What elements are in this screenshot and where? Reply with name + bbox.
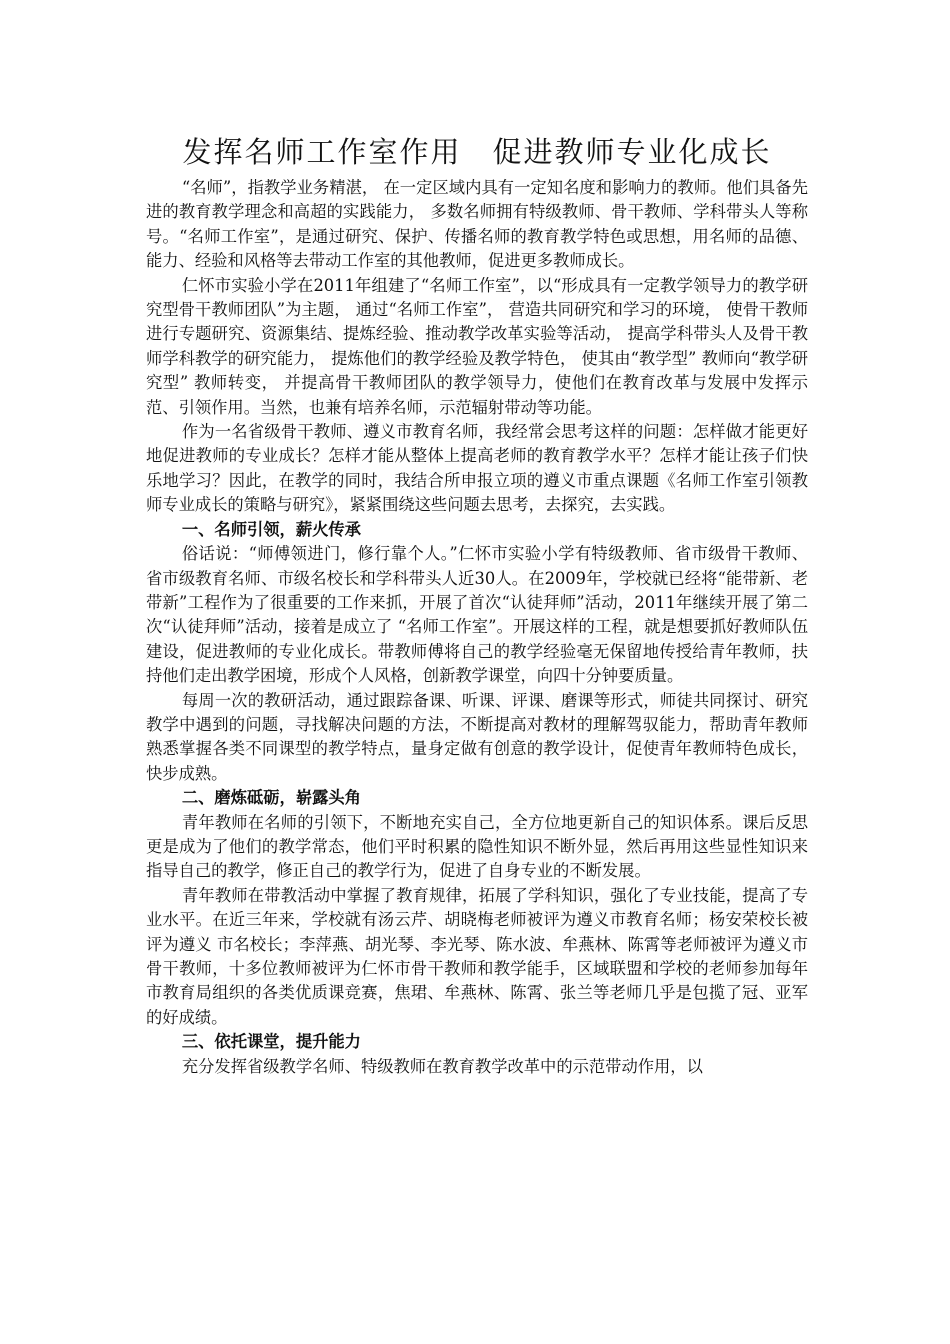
document-title: 发挥名师工作室作用 促进教师专业化成长: [182, 135, 772, 169]
paragraph-intro-1: “名师”，指教学业务精湛， 在一定区域内具有一定知名度和影响力的教师。他们具备先进的教育教学理念和高超的实践能力， 多数名师拥有特级教师、骨干教师、学科带头人等称号。“名师工作室”，是通过研究、保护、传播名师的教育教学特色或思想，用名师的品德、能力、经验和风格等去带动工作室的其他教师，促进更多教师成长。: [146, 178, 808, 271]
paragraph-intro-2: 仁怀市实验小学在2011年组建了“名师工作室”，以“形成具有一定教学领导力的教学研究型骨干教师团队”为主题， 通过“名师工作室”， 营造共同研究和学习的环境， 使骨干教师进行专题研究、资源集结、提炼经验、推动教学改革实验等活动， 提高学科带头人及骨干教师学科教学的研究能力， 提炼他们的教学经验及教学特色， 使其由“教学型” 教师向“教学研究型” 教师转变， 并提高骨干教师团队的教学领导力，使他们在教育改革与发展中发挥示范、引领作用。当然，也兼有培养名师，示范辐射带动等功能。: [146, 275, 808, 417]
paragraph-intro-3: 作为一名省级骨干教师、遵义市教育名师，我经常会思考这样的问题：怎样做才能更好地促进教师的专业成长？怎样才能从整体上提高老师的教育教学水平？怎样才能让孩子们快乐地学习？因此，在教学的同时，我结合所申报立项的遵义市重点课题《名师工作室引领教师专业成长的策略与研究》，紧紧围绕这些问题去思考，去探究，去实践。: [146, 422, 808, 515]
section-heading-1: 一、名师引领，薪火传承: [181, 519, 361, 539]
paragraph-section1-1: 俗话说：“师傅领进门，修行靠个人。”仁怀市实验小学有特级教师、省市级骨干教师、省市级教育名师、市级名校长和学科带头人近30人。在2009年，学校就已经将“能带新、老带新”工程作为了很重要的工作来抓，开展了首次“认徒拜师”活动，2011年继续开展了第二次“认徒拜师”活动，接着是成立了 “名师工作室”。开展这样的工程，就是想要抓好教师队伍建设，促进教师的专业化成长。带教师傅将自己的教学经验毫无保留地传授给青年教师，扶持他们走出教学困境，形成个人风格，创新教学课堂，向四十分钟要质量。: [146, 544, 808, 686]
paragraph-section3-1: 充分发挥省级教学名师、特级教师在教育教学改革中的示范带动作用，以: [181, 1056, 703, 1076]
paragraph-section2-1: 青年教师在名师的引领下，不断地充实自己，全方位地更新自己的知识体系。课后反思更是成为了他们的教学常态，他们平时积累的隐性知识不断外显，然后再用这些显性知识来指导自己的教学，修正自己的教学行为，促进了自身专业的不断发展。: [146, 812, 808, 881]
document-page: [146, 130, 808, 1079]
paragraph-section1-2: 每周一次的教研活动，通过跟踪备课、听课、评课、磨课等形式，师徒共同探讨、研究教学中遇到的问题，寻找解决问题的方法，不断提高对教材的理解驾驭能力，帮助青年教师熟悉掌握各类不同课型的教学特点，量身定做有创意的教学设计，促使青年教师特色成长，快步成熟。: [146, 690, 808, 783]
section-heading-3: 三、依托课堂，提升能力: [181, 1032, 361, 1052]
section-heading-2: 二、磨炼砥砺，崭露头角: [181, 788, 361, 808]
document-body: [146, 176, 808, 1079]
paragraph-section2-2: 青年教师在带教活动中掌握了教育规律，拓展了学科知识，强化了专业技能，提高了专业水平。在近三年来，学校就有汤云芹、胡晓梅老师被评为遵义市教育名师；杨安荣校长被评为遵义 市名校长；李萍燕、胡光琴、李光琴、陈水波、牟燕林、陈霄等老师被评为遵义市骨干教师，十多位教师被评为仁怀市骨干教师和教学能手，区域联盟和学校的老师参加每年市教育局组织的各类优质课竞赛，焦珺、牟燕林、陈霄、张兰等老师几乎是包揽了冠、亚军的好成绩。: [146, 885, 808, 1027]
